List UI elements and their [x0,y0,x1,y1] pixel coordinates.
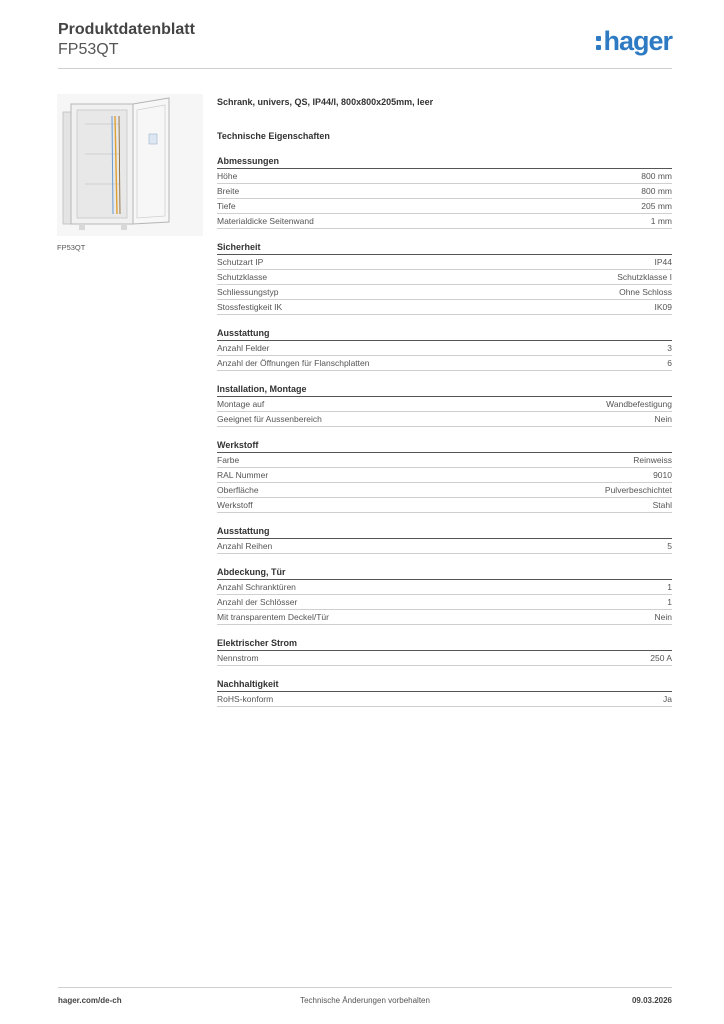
spec-value: IK09 [654,302,672,312]
spec-row [217,184,672,199]
spec-row [217,580,672,595]
spec-row [217,270,672,285]
section-title: Sicherheit [217,241,672,255]
spec-row [217,468,672,483]
section-title: Ausstattung [217,327,672,341]
spec-value: Schutzklasse I [617,272,672,282]
spec-row [217,692,672,707]
spec-value: Pulverbeschichtet [604,485,672,495]
spec-value: 800 mm [641,186,672,196]
document-title: Produktdatenblatt [58,21,195,38]
image-caption: FP53QT [57,243,86,252]
product-code: FP53QT [58,41,119,58]
spec-label: Montage auf [217,399,265,409]
spec-label: Anzahl der Schlösser [217,597,298,607]
spec-label: Höhe [217,171,238,181]
section-title: Nachhaltigkeit [217,678,672,692]
spec-value: 1 [667,582,672,592]
header-divider [58,68,672,69]
cabinet-illustration [57,94,203,236]
spec-label: Farbe [217,455,240,465]
section-title: Werkstoff [217,439,672,453]
spec-row [217,397,672,412]
spec-value: Stahl [652,500,672,510]
spec-value: 800 mm [641,171,672,181]
section-elektrischer-strom [217,637,672,666]
product-description: Schrank, univers, QS, IP44/I, 800x800x205mm, leer [217,97,434,107]
spec-row [217,341,672,356]
section-installation-montage [217,383,672,427]
spec-row [217,199,672,214]
spec-row [217,255,672,270]
spec-row [217,285,672,300]
spec-label: Anzahl Schranktüren [217,582,296,592]
footer-notice: Technische Änderungen vorbehalten [300,996,430,1005]
spec-label: Breite [217,186,240,196]
technical-properties-heading: Technische Eigenschaften [217,131,330,141]
footer-website-link[interactable]: hager.com/de-ch [58,996,122,1005]
spec-row [217,356,672,371]
spec-label: Nennstrom [217,653,259,663]
spec-value: 1 [667,597,672,607]
spec-label: Schutzart IP [217,257,264,267]
spec-row [217,498,672,513]
spec-value: 205 mm [641,201,672,211]
spec-row [217,300,672,315]
spec-label: Materialdicke Seitenwand [217,216,314,226]
footer-date: 09.03.2026 [631,996,672,1005]
logo-wordmark: hager [603,26,672,56]
spec-row [217,214,672,229]
spec-value: Wandbefestigung [606,399,672,409]
product-details [217,95,672,707]
spec-label: Stossfestigkeit IK [217,302,283,312]
spec-row [217,539,672,554]
section-title: Installation, Montage [217,383,672,397]
spec-label: RAL Nummer [217,470,269,480]
spec-label: Anzahl Reihen [217,541,273,551]
section-abdeckung-tuer [217,566,672,625]
spec-value: IP44 [654,257,672,267]
spec-value: Ohne Schloss [619,287,672,297]
spec-label: Geeignet für Aussenbereich [217,414,322,424]
spec-label: Tiefe [217,201,236,211]
page-header [58,20,195,60]
spec-label: Schliessungstyp [217,287,279,297]
section-ausstattung [217,327,672,371]
spec-value: 1 mm [650,216,672,226]
footer-divider [58,987,672,988]
spec-label: Anzahl der Öffnungen für Flanschplatten [217,358,370,368]
spec-value: 3 [667,343,672,353]
spec-row [217,610,672,625]
section-title: Elektrischer Strom [217,637,672,651]
spec-label: Schutzklasse [217,272,268,282]
section-sicherheit [217,241,672,315]
spec-value: 250 A [650,653,672,663]
spec-value: Reinweiss [633,455,672,465]
spec-label: Werkstoff [217,500,253,510]
section-ausstattung-reihen [217,525,672,554]
spec-label: RoHS-konform [217,694,274,704]
spec-label: Anzahl Felder [217,343,270,353]
section-title: Abmessungen [217,155,672,169]
section-werkstoff [217,439,672,513]
spec-row [217,651,672,666]
spec-label: Oberfläche [217,485,259,495]
section-nachhaltigkeit [217,678,672,707]
spec-row [217,483,672,498]
hager-logo [596,26,672,56]
spec-value: 9010 [653,470,672,480]
spec-row [217,595,672,610]
spec-value: Ja [663,694,672,704]
spec-row [217,169,672,184]
spec-row [217,412,672,427]
spec-label: Mit transparentem Deckel/Tür [217,612,329,622]
section-title: Abdeckung, Tür [217,566,672,580]
spec-row [217,453,672,468]
logo-dots-icon [596,36,601,50]
spec-value: Nein [654,612,672,622]
section-abmessungen [217,155,672,229]
spec-value: 6 [667,358,672,368]
product-image [57,94,203,236]
spec-value: Nein [654,414,672,424]
section-title: Ausstattung [217,525,672,539]
spec-value: 5 [667,541,672,551]
